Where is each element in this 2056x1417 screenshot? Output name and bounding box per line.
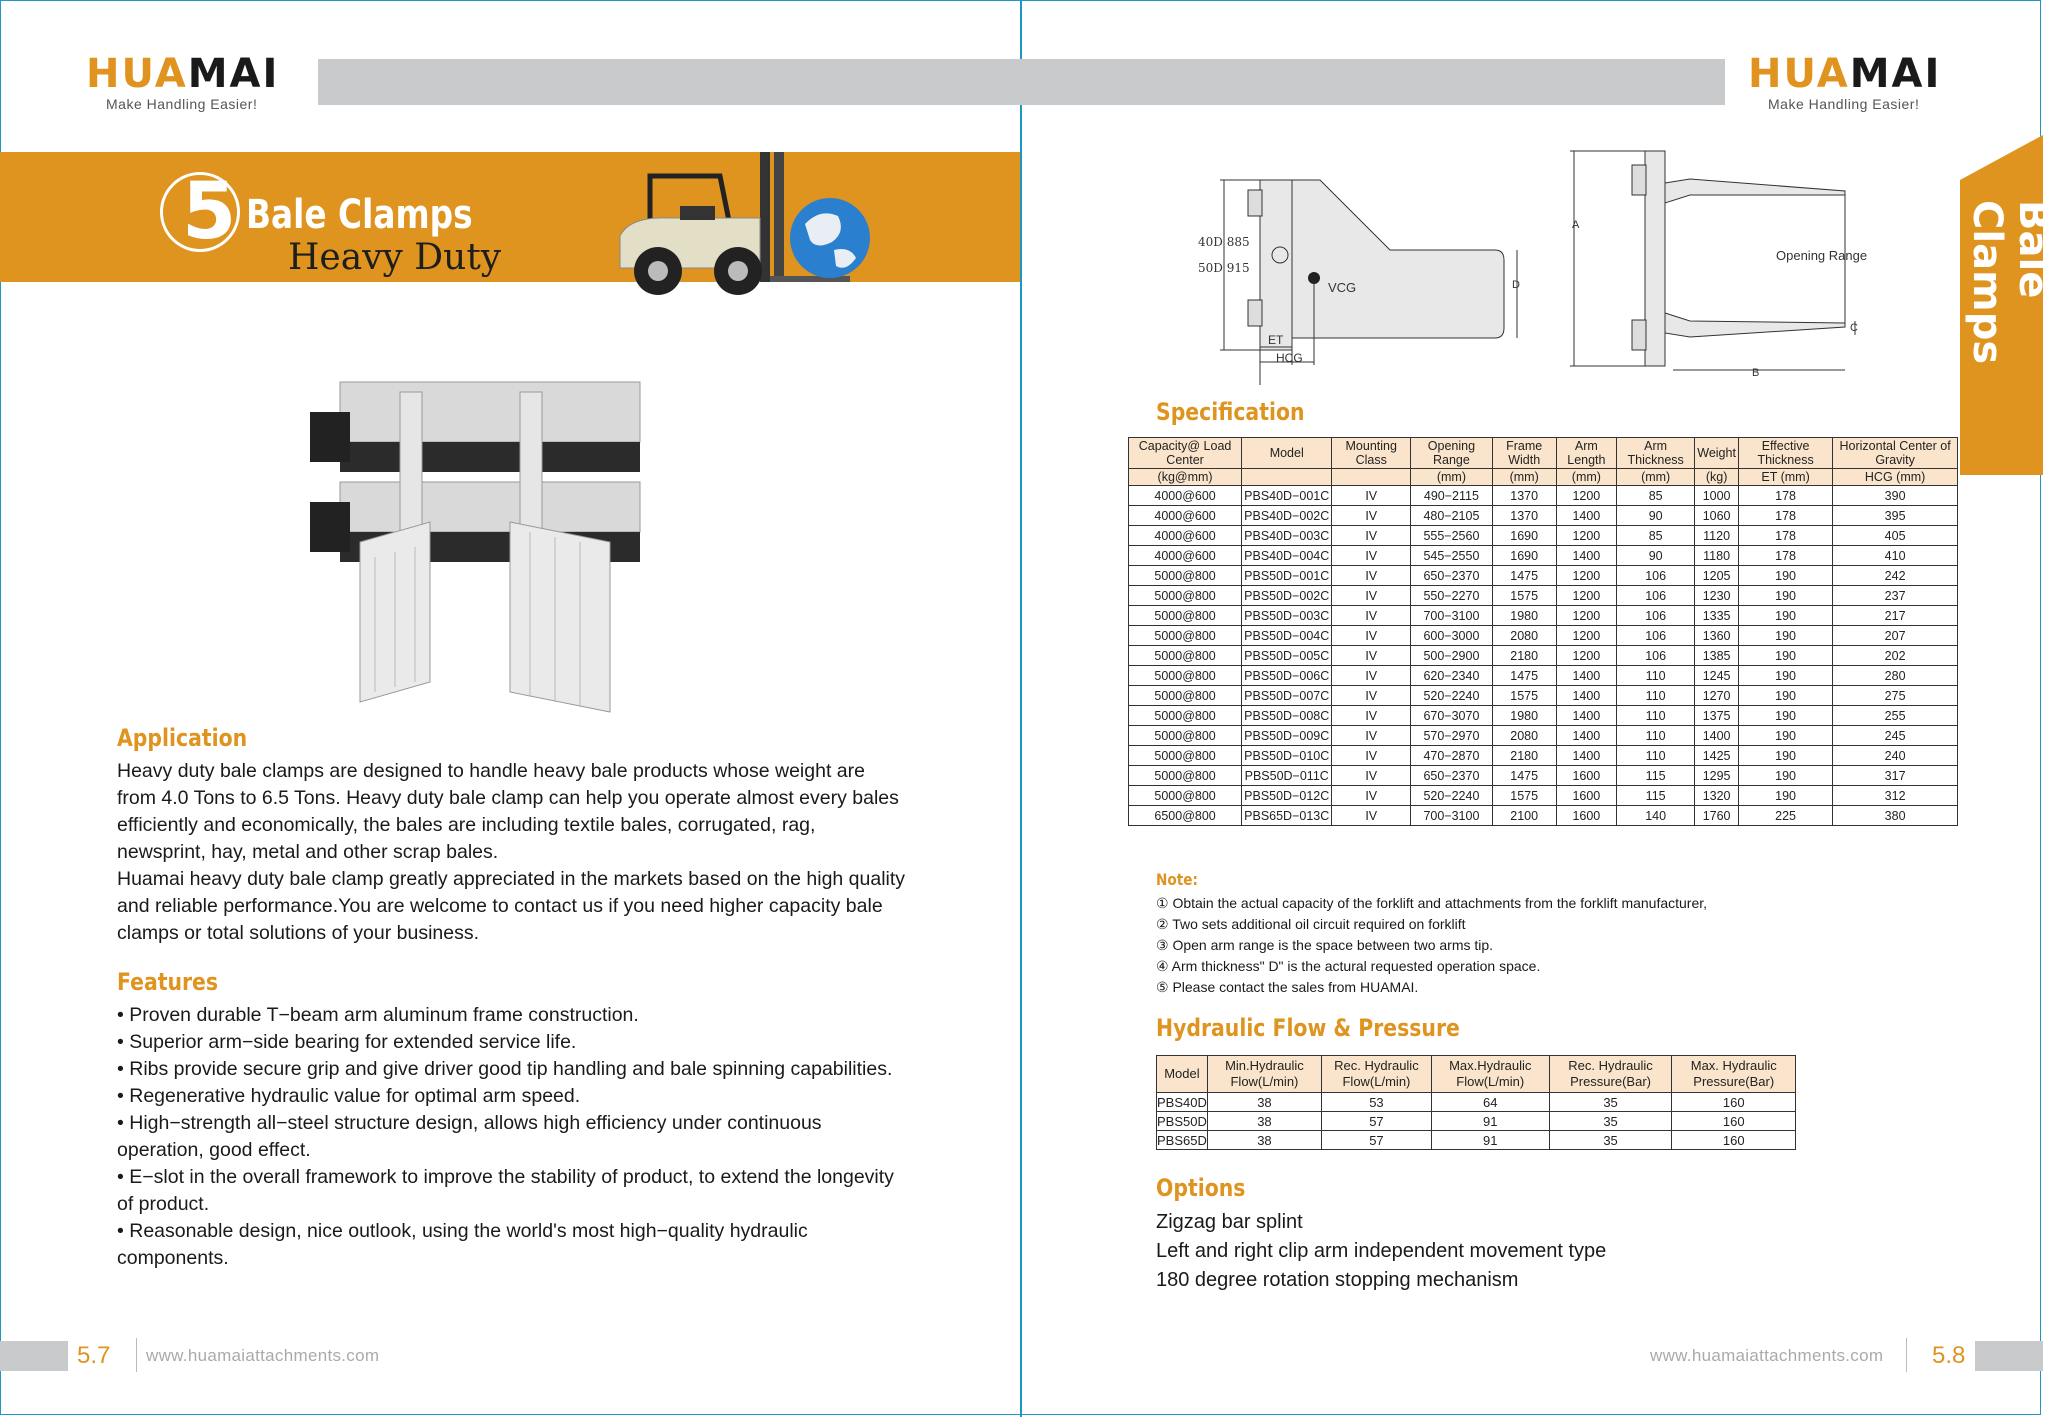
- spec-row-cell: 1575: [1492, 786, 1556, 806]
- options-list: [1156, 1208, 1606, 1295]
- spec-header: Arm Length: [1556, 438, 1616, 469]
- spec-row-cell: IV: [1332, 806, 1411, 826]
- spec-row-cell: IV: [1332, 606, 1411, 626]
- spec-row-cell: 2080: [1492, 726, 1556, 746]
- brand-logo-left: HUAMAI Make Handling Easier!: [86, 52, 296, 112]
- spec-unit: (kg): [1695, 469, 1739, 486]
- note-item: ② Two sets additional oil circuit required on forklift: [1156, 916, 1466, 932]
- spec-unit: (mm): [1411, 469, 1492, 486]
- spec-row-cell: 190: [1738, 626, 1832, 646]
- spec-row: [1129, 766, 1958, 786]
- spec-row-cell: 5000@800: [1129, 666, 1242, 686]
- options-title: Options: [1156, 1174, 1246, 1202]
- spec-row-cell: IV: [1332, 566, 1411, 586]
- side-tab-label: Bale Clamps: [1964, 200, 2056, 365]
- features-title: Features: [117, 968, 219, 996]
- spec-row-cell: IV: [1332, 586, 1411, 606]
- spec-row-cell: 237: [1833, 586, 1958, 606]
- spec-unit: (mm): [1492, 469, 1556, 486]
- spec-row-cell: 1385: [1695, 646, 1739, 666]
- spec-row-cell: 700−3100: [1411, 606, 1492, 626]
- hyd-row-cell: 160: [1672, 1131, 1796, 1150]
- spec-row-cell: 2180: [1492, 646, 1556, 666]
- note-item: ④ Arm thickness" D" is the actural requested operation space.: [1156, 958, 1541, 974]
- spec-row-cell: 115: [1617, 766, 1695, 786]
- spec-unit: (kg@mm): [1129, 469, 1242, 486]
- section-subtitle: Heavy Duty: [288, 237, 502, 278]
- spec-header: Model: [1242, 438, 1332, 469]
- hyd-row: [1157, 1093, 1796, 1112]
- spec-row-cell: 110: [1617, 706, 1695, 726]
- forklift-globe-illustration: [610, 146, 880, 306]
- spec-unit: [1242, 469, 1332, 486]
- spec-unit: [1332, 469, 1411, 486]
- spec-row-cell: 5000@800: [1129, 646, 1242, 666]
- spec-row-cell: 545−2550: [1411, 546, 1492, 566]
- spec-row-cell: PBS65D−013C: [1242, 806, 1332, 826]
- spec-row: [1129, 666, 1958, 686]
- spec-row-cell: 4000@600: [1129, 506, 1242, 526]
- spec-row-cell: 1320: [1695, 786, 1739, 806]
- spec-row-cell: 85: [1617, 486, 1695, 506]
- spec-row-cell: 550−2270: [1411, 586, 1492, 606]
- spec-row-cell: 190: [1738, 646, 1832, 666]
- spec-row-cell: 1200: [1556, 646, 1616, 666]
- spec-row: [1129, 706, 1958, 726]
- feature-item: • Reasonable design, nice outlook, using the world's most high−quality hydraulic components.: [117, 1220, 808, 1269]
- spec-row-cell: 600−3000: [1411, 626, 1492, 646]
- footer-url-right[interactable]: www.huamaiattachments.com: [1650, 1346, 1884, 1365]
- spec-row-cell: IV: [1332, 726, 1411, 746]
- spec-row-cell: 500−2900: [1411, 646, 1492, 666]
- spec-row-cell: 90: [1617, 546, 1695, 566]
- spec-row-cell: 1575: [1492, 686, 1556, 706]
- hyd-row-cell: 38: [1207, 1093, 1321, 1112]
- spec-row-cell: 178: [1738, 506, 1832, 526]
- hyd-row-cell: 35: [1549, 1131, 1672, 1150]
- spec-row: [1129, 806, 1958, 826]
- option-item: Left and right clip arm independent movement type: [1156, 1240, 1607, 1262]
- spec-row: [1129, 646, 1958, 666]
- spec-row-cell: 405: [1833, 526, 1958, 546]
- spec-header: Frame Width: [1492, 438, 1556, 469]
- specification-title: Specification: [1156, 398, 1305, 426]
- specification-table: [1128, 437, 1958, 826]
- hyd-row-cell: 160: [1672, 1112, 1796, 1131]
- spec-row-cell: 650−2370: [1411, 766, 1492, 786]
- spec-row-cell: 1060: [1695, 506, 1739, 526]
- spec-row-cell: IV: [1332, 546, 1411, 566]
- spec-unit: ET (mm): [1738, 469, 1832, 486]
- spec-row-cell: 1370: [1492, 506, 1556, 526]
- spec-row-cell: 520−2240: [1411, 786, 1492, 806]
- spec-row-cell: 1400: [1556, 506, 1616, 526]
- spec-row-cell: 520−2240: [1411, 686, 1492, 706]
- header-bar: [318, 59, 1725, 105]
- spec-row-cell: 410: [1833, 546, 1958, 566]
- spec-row-cell: 620−2340: [1411, 666, 1492, 686]
- spec-header: Horizontal Center of Gravity: [1833, 438, 1958, 469]
- spec-header: Arm Thickness: [1617, 438, 1695, 469]
- side-view-diagram: [1190, 150, 1550, 375]
- spec-row-cell: PBS40D−003C: [1242, 526, 1332, 546]
- spec-row-cell: 5000@800: [1129, 726, 1242, 746]
- note-item: ③ Open arm range is the space between two arms tip.: [1156, 937, 1494, 953]
- spec-row-cell: 312: [1833, 786, 1958, 806]
- spec-row: [1129, 526, 1958, 546]
- spec-header: Weight: [1695, 438, 1739, 469]
- spec-row: [1129, 486, 1958, 506]
- spec-row-cell: 1475: [1492, 666, 1556, 686]
- spec-row-cell: 1690: [1492, 526, 1556, 546]
- feature-item: • High−strength all−steel structure design, allows high efficiency under continuous operation, good effect.: [117, 1112, 822, 1161]
- spec-row-cell: 5000@800: [1129, 566, 1242, 586]
- spec-row-cell: 1425: [1695, 746, 1739, 766]
- hyd-row-cell: 160: [1672, 1093, 1796, 1112]
- spec-row-cell: 480−2105: [1411, 506, 1492, 526]
- diagram-label-vcg: VCG: [1328, 280, 1357, 295]
- spec-row-cell: 1690: [1492, 546, 1556, 566]
- spec-row-cell: IV: [1332, 666, 1411, 686]
- spec-header: Effective Thickness: [1738, 438, 1832, 469]
- note-item: ⑤ Please contact the sales from HUAMAI.: [1156, 979, 1419, 995]
- spec-row-cell: 190: [1738, 746, 1832, 766]
- spec-row-cell: 202: [1833, 646, 1958, 666]
- diagram-label-hcg: HCG: [1276, 351, 1303, 365]
- spec-row-cell: 110: [1617, 746, 1695, 766]
- spec-row-cell: 1245: [1695, 666, 1739, 686]
- spec-row-cell: 1200: [1556, 566, 1616, 586]
- spec-row-cell: 2080: [1492, 626, 1556, 646]
- spec-row-cell: IV: [1332, 706, 1411, 726]
- spec-row-cell: 106: [1617, 606, 1695, 626]
- spec-header-row: [1129, 438, 1958, 469]
- spec-row-cell: PBS50D−001C: [1242, 566, 1332, 586]
- spec-row-cell: 207: [1833, 626, 1958, 646]
- spec-row-cell: 1400: [1556, 706, 1616, 726]
- hyd-row-cell: 57: [1322, 1131, 1432, 1150]
- spec-row-cell: 1200: [1556, 606, 1616, 626]
- spec-unit: HCG (mm): [1833, 469, 1958, 486]
- spec-row-cell: PBS50D−008C: [1242, 706, 1332, 726]
- spec-row-cell: 106: [1617, 646, 1695, 666]
- hydraulic-title: Hydraulic Flow & Pressure: [1156, 1014, 1460, 1042]
- footer-separator-right: [1906, 1338, 1907, 1372]
- spec-row: [1129, 586, 1958, 606]
- spec-row-cell: 5000@800: [1129, 746, 1242, 766]
- hyd-header: Rec. Hydraulic Pressure(Bar): [1549, 1056, 1672, 1093]
- spec-row-cell: 90: [1617, 506, 1695, 526]
- spec-row-cell: 1400: [1556, 686, 1616, 706]
- spec-row-cell: 1295: [1695, 766, 1739, 786]
- spec-row-cell: IV: [1332, 506, 1411, 526]
- spec-header: Opening Range: [1411, 438, 1492, 469]
- hyd-header: Max. Hydraulic Pressure(Bar): [1672, 1056, 1796, 1093]
- spec-row-cell: PBS50D−005C: [1242, 646, 1332, 666]
- spec-row-cell: 190: [1738, 786, 1832, 806]
- spec-row-cell: 1200: [1556, 586, 1616, 606]
- spec-row: [1129, 686, 1958, 706]
- spec-row: [1129, 506, 1958, 526]
- diagram-label-a: A: [1572, 219, 1580, 231]
- brand-tagline: Make Handling Easier!: [106, 96, 258, 112]
- hyd-row-cell: PBS40D: [1157, 1094, 1207, 1110]
- spec-row-cell: 85: [1617, 526, 1695, 546]
- hyd-row-cell: PBS65D: [1157, 1132, 1207, 1148]
- spec-row-cell: 5000@800: [1129, 626, 1242, 646]
- spec-row-cell: 275: [1833, 686, 1958, 706]
- spec-row-cell: IV: [1332, 686, 1411, 706]
- spec-row-cell: 140: [1617, 806, 1695, 826]
- spec-row-cell: 670−3070: [1411, 706, 1492, 726]
- spec-row-cell: PBS50D−012C: [1242, 786, 1332, 806]
- spec-row-cell: 1335: [1695, 606, 1739, 626]
- hyd-row: [1157, 1112, 1796, 1131]
- application-paragraph-1: Heavy duty bale clamps are designed to handle heavy bale products whose weight are from 4.0 Tons to 6.5 Tons. Heavy duty bale clamp can help you operate almost every bales efficiently and economically, the bales are including textile bales, corrugated, rag, newsprint, hay, metal and other scrap bales.: [117, 760, 899, 863]
- spec-row-cell: 106: [1617, 626, 1695, 646]
- spec-row-cell: 190: [1738, 686, 1832, 706]
- spec-row-cell: 5000@800: [1129, 686, 1242, 706]
- spec-row-cell: 255: [1833, 706, 1958, 726]
- feature-item: • E−slot in the overall framework to improve the stability of product, to extend the longevity of product.: [117, 1166, 894, 1215]
- diagram-label-40d: 40D 885: [1198, 235, 1250, 249]
- section-number: 5: [182, 167, 237, 257]
- footer-url-left[interactable]: www.huamaiattachments.com: [146, 1346, 380, 1365]
- spec-header: Capacity@ Load Center: [1129, 438, 1242, 469]
- spec-row-cell: 4000@600: [1129, 546, 1242, 566]
- diagram-label-50d: 50D 915: [1198, 261, 1250, 275]
- page-spine: [1020, 0, 1022, 1417]
- spec-row-cell: 1200: [1556, 526, 1616, 546]
- note-list: [1156, 893, 1707, 998]
- diagram-label-et: ET: [1268, 333, 1284, 347]
- hyd-row-cell: 91: [1431, 1131, 1549, 1150]
- page-number-left: 5.7: [77, 1342, 111, 1369]
- spec-row-cell: 380: [1833, 806, 1958, 826]
- spec-row: [1129, 746, 1958, 766]
- spec-row-cell: PBS50D−002C: [1242, 586, 1332, 606]
- spec-row-cell: 4000@600: [1129, 486, 1242, 506]
- spec-row-cell: 1205: [1695, 566, 1739, 586]
- diagram-label-d: D: [1512, 279, 1520, 291]
- spec-row-cell: 1230: [1695, 586, 1739, 606]
- spec-row-cell: 1475: [1492, 566, 1556, 586]
- spec-row-cell: 1980: [1492, 606, 1556, 626]
- spec-row-cell: 178: [1738, 526, 1832, 546]
- features-list: [117, 1002, 907, 1272]
- spec-row-cell: 190: [1738, 666, 1832, 686]
- spec-header: Mounting Class: [1332, 438, 1411, 469]
- hyd-header: Min.Hydraulic Flow(L/min): [1207, 1056, 1321, 1093]
- spec-row-cell: 6500@800: [1129, 806, 1242, 826]
- spec-units-row: [1129, 469, 1958, 486]
- spec-row-cell: PBS50D−010C: [1242, 746, 1332, 766]
- spec-row-cell: 1375: [1695, 706, 1739, 726]
- spec-row-cell: 106: [1617, 566, 1695, 586]
- spec-row-cell: 178: [1738, 546, 1832, 566]
- spec-row-cell: 1400: [1556, 666, 1616, 686]
- option-item: Zigzag bar splint: [1156, 1211, 1303, 1233]
- spec-row-cell: PBS50D−009C: [1242, 726, 1332, 746]
- spec-row-cell: 225: [1738, 806, 1832, 826]
- spec-row-cell: 1180: [1695, 546, 1739, 566]
- hyd-row-cell: PBS50D: [1157, 1113, 1207, 1129]
- spec-row-cell: PBS50D−007C: [1242, 686, 1332, 706]
- spec-row-cell: 650−2370: [1411, 566, 1492, 586]
- footer-bar-left: [0, 1341, 68, 1371]
- spec-row-cell: 1600: [1556, 806, 1616, 826]
- hyd-row-cell: 57: [1322, 1112, 1432, 1131]
- feature-item: • Proven durable T−beam arm aluminum frame construction.: [117, 1004, 639, 1026]
- spec-row-cell: 110: [1617, 686, 1695, 706]
- spec-row-cell: 190: [1738, 706, 1832, 726]
- spec-row-cell: 570−2970: [1411, 726, 1492, 746]
- spec-row-cell: 190: [1738, 586, 1832, 606]
- spec-row-cell: 555−2560: [1411, 526, 1492, 546]
- spec-row: [1129, 566, 1958, 586]
- option-item: 180 degree rotation stopping mechanism: [1156, 1269, 1519, 1291]
- diagram-label-opening-range: Opening Range: [1776, 248, 1868, 263]
- spec-row-cell: 1370: [1492, 486, 1556, 506]
- hyd-row-cell: 64: [1431, 1093, 1549, 1112]
- spec-row-cell: IV: [1332, 526, 1411, 546]
- application-paragraph-2: Huamai heavy duty bale clamp greatly appreciated in the markets based on the high quality and reliable performance.You are welcome to contact us if you need higher capacity bale clamps or total solutions of your business.: [117, 868, 906, 944]
- spec-unit: (mm): [1556, 469, 1616, 486]
- spec-row-cell: 1400: [1556, 726, 1616, 746]
- hyd-header: Rec. Hydraulic Flow(L/min): [1322, 1056, 1432, 1093]
- diagram-label-c: C: [1850, 322, 1858, 334]
- spec-row-cell: 110: [1617, 726, 1695, 746]
- spec-row-cell: 1200: [1556, 486, 1616, 506]
- hydraulic-table: [1156, 1055, 1796, 1150]
- spec-row-cell: PBS50D−006C: [1242, 666, 1332, 686]
- hyd-row: [1157, 1131, 1796, 1150]
- spec-row-cell: PBS50D−004C: [1242, 626, 1332, 646]
- spec-row-cell: 1400: [1695, 726, 1739, 746]
- hyd-header-row: [1157, 1056, 1796, 1093]
- spec-row-cell: 110: [1617, 666, 1695, 686]
- note-item: ① Obtain the actual capacity of the forklift and attachments from the forklift manufacturer,: [1156, 895, 1708, 911]
- spec-row-cell: 1980: [1492, 706, 1556, 726]
- spec-row-cell: 395: [1833, 506, 1958, 526]
- hyd-row-cell: 35: [1549, 1093, 1672, 1112]
- spec-row-cell: 1575: [1492, 586, 1556, 606]
- spec-row-cell: 190: [1738, 606, 1832, 626]
- hyd-row-cell: 35: [1549, 1112, 1672, 1131]
- feature-item: • Regenerative hydraulic value for optimal arm speed.: [117, 1085, 581, 1107]
- spec-row-cell: 245: [1833, 726, 1958, 746]
- spec-row-cell: 390: [1833, 486, 1958, 506]
- spec-row-cell: 115: [1617, 786, 1695, 806]
- spec-row-cell: 5000@800: [1129, 606, 1242, 626]
- spec-row: [1129, 726, 1958, 746]
- spec-row-cell: 2100: [1492, 806, 1556, 826]
- spec-row-cell: 1360: [1695, 626, 1739, 646]
- spec-row-cell: 240: [1833, 746, 1958, 766]
- footer-bar-right: [1975, 1341, 2043, 1371]
- top-view-diagram: [1560, 145, 1900, 380]
- spec-row-cell: 5000@800: [1129, 706, 1242, 726]
- spec-row-cell: 5000@800: [1129, 586, 1242, 606]
- spec-row-cell: 242: [1833, 566, 1958, 586]
- spec-row-cell: 1600: [1556, 786, 1616, 806]
- spec-row: [1129, 546, 1958, 566]
- spec-row-cell: 700−3100: [1411, 806, 1492, 826]
- spec-row-cell: IV: [1332, 646, 1411, 666]
- spec-row-cell: 217: [1833, 606, 1958, 626]
- spec-row-cell: 490−2115: [1411, 486, 1492, 506]
- spec-row-cell: 5000@800: [1129, 786, 1242, 806]
- spec-row-cell: 317: [1833, 766, 1958, 786]
- hyd-row-cell: 91: [1431, 1112, 1549, 1131]
- spec-row-cell: PBS50D−003C: [1242, 606, 1332, 626]
- diagram-label-b: B: [1752, 367, 1760, 379]
- spec-row-cell: 1400: [1556, 546, 1616, 566]
- spec-row: [1129, 626, 1958, 646]
- page-number-right: 5.8: [1932, 1342, 1966, 1369]
- spec-row-cell: 106: [1617, 586, 1695, 606]
- note-title: Note:: [1156, 870, 1198, 889]
- spec-row-cell: 190: [1738, 566, 1832, 586]
- spec-row-cell: 1000: [1695, 486, 1739, 506]
- brand-logo-right: HUAMAI Make Handling Easier!: [1748, 52, 1958, 112]
- application-title: Application: [117, 724, 248, 752]
- spec-row-cell: 1760: [1695, 806, 1739, 826]
- spec-row-cell: IV: [1332, 626, 1411, 646]
- spec-row-cell: IV: [1332, 766, 1411, 786]
- spec-row-cell: 1200: [1556, 626, 1616, 646]
- spec-row-cell: IV: [1332, 746, 1411, 766]
- application-text: [117, 758, 907, 947]
- spec-row-cell: 1475: [1492, 766, 1556, 786]
- spec-row-cell: 1400: [1556, 746, 1616, 766]
- feature-item: • Ribs provide secure grip and give driver good tip handling and bale spinning capabilities.: [117, 1058, 893, 1080]
- spec-row-cell: 470−2870: [1411, 746, 1492, 766]
- spec-row-cell: 190: [1738, 766, 1832, 786]
- hyd-row-cell: 53: [1322, 1093, 1432, 1112]
- spec-row: [1129, 786, 1958, 806]
- bale-clamp-product-image: [300, 372, 680, 712]
- spec-row-cell: PBS50D−011C: [1242, 766, 1332, 786]
- spec-row-cell: PBS40D−001C: [1242, 486, 1332, 506]
- spec-row-cell: IV: [1332, 786, 1411, 806]
- spec-row-cell: PBS40D−004C: [1242, 546, 1332, 566]
- hyd-row-cell: 38: [1207, 1131, 1321, 1150]
- spec-row-cell: 2180: [1492, 746, 1556, 766]
- spec-row-cell: 280: [1833, 666, 1958, 686]
- hyd-header: Max.Hydraulic Flow(L/min): [1431, 1056, 1549, 1093]
- brand-tagline-right: Make Handling Easier!: [1768, 96, 1920, 112]
- section-title: Bale Clamps: [246, 192, 473, 238]
- feature-item: • Superior arm−side bearing for extended service life.: [117, 1031, 577, 1053]
- hyd-row-cell: 38: [1207, 1112, 1321, 1131]
- spec-row-cell: PBS40D−002C: [1242, 506, 1332, 526]
- spec-row-cell: 4000@600: [1129, 526, 1242, 546]
- spec-row-cell: 5000@800: [1129, 766, 1242, 786]
- spec-row-cell: 178: [1738, 486, 1832, 506]
- spec-row-cell: 1600: [1556, 766, 1616, 786]
- spec-row-cell: IV: [1332, 486, 1411, 506]
- spec-row-cell: 1120: [1695, 526, 1739, 546]
- hyd-header: Model: [1157, 1056, 1208, 1093]
- spec-row: [1129, 606, 1958, 626]
- spec-row-cell: 1270: [1695, 686, 1739, 706]
- spec-row-cell: 190: [1738, 726, 1832, 746]
- spec-unit: (mm): [1617, 469, 1695, 486]
- footer-separator-left: [136, 1338, 137, 1372]
